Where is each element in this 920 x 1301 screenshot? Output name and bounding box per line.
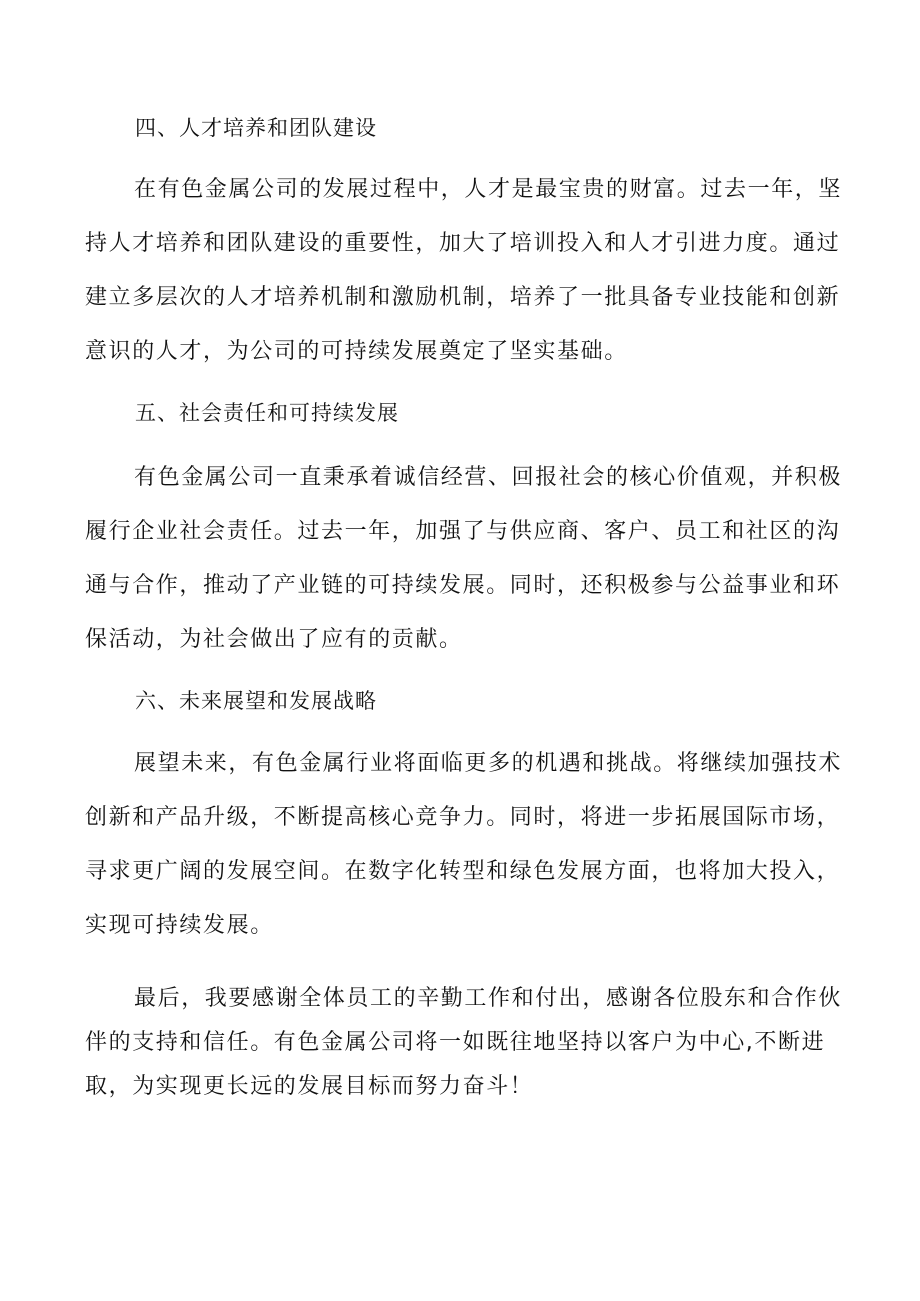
section-paragraph-5 (85, 451, 843, 667)
paragraph-line: 保活动，为社会做出了应有的贡献。 (85, 627, 463, 652)
paragraph-line: 取，为实现更长远的发展目标而努力奋斗！ (85, 1074, 534, 1099)
paragraph-line: 通与合作，推动了产业链的可持续发展。同时，还积极参与公益事业和环 (85, 573, 841, 598)
paragraph-line: 最后，我要感谢全体员工的辛勤工作和付出，感谢各位股东和合作伙 (134, 986, 843, 1011)
paragraph-line: 在有色金属公司的发展过程中，人才是最宝贵的财富。过去一年，坚 (134, 177, 843, 202)
section-paragraph-4 (85, 163, 843, 379)
paragraph-line: 履行企业社会责任。过去一年，加强了与供应商、客户、员工和社区的沟 (85, 519, 841, 544)
paragraph-line: 持人才培养和团队建设的重要性，加大了培训投入和人才引进力度。通过 (85, 231, 841, 256)
section-paragraph-6 (85, 737, 843, 953)
section-heading-6: 六、未来展望和发展战略 (135, 689, 377, 713)
paragraph-line: 展望未来，有色金属行业将面临更多的机遇和挑战。将继续加强技术 (134, 751, 843, 776)
paragraph-line: 伴的支持和信任。有色金属公司将一如既往地坚持以客户为中心,不断进 (85, 1030, 826, 1055)
section-heading-5: 五、社会责任和可持续发展 (135, 401, 399, 425)
paragraph-line: 创新和产品升级，不断提高核心竞争力。同时，将进一步拓展国际市场， (85, 805, 841, 830)
section-heading-4: 四、人才培养和团队建设 (135, 116, 377, 140)
paragraph-line: 建立多层次的人才培养机制和激励机制，培养了一批具备专业技能和创新 (85, 285, 841, 310)
paragraph-line: 实现可持续发展。 (85, 913, 274, 938)
paragraph-line: 有色金属公司一直秉承着诚信经营、回报社会的核心价值观，并积极 (134, 465, 843, 490)
closing-paragraph (85, 977, 843, 1109)
paragraph-line: 意识的人才，为公司的可持续发展奠定了坚实基础。 (85, 339, 628, 364)
paragraph-line: 寻求更广阔的发展空间。在数字化转型和绿色发展方面，也将加大投入， (85, 859, 841, 884)
